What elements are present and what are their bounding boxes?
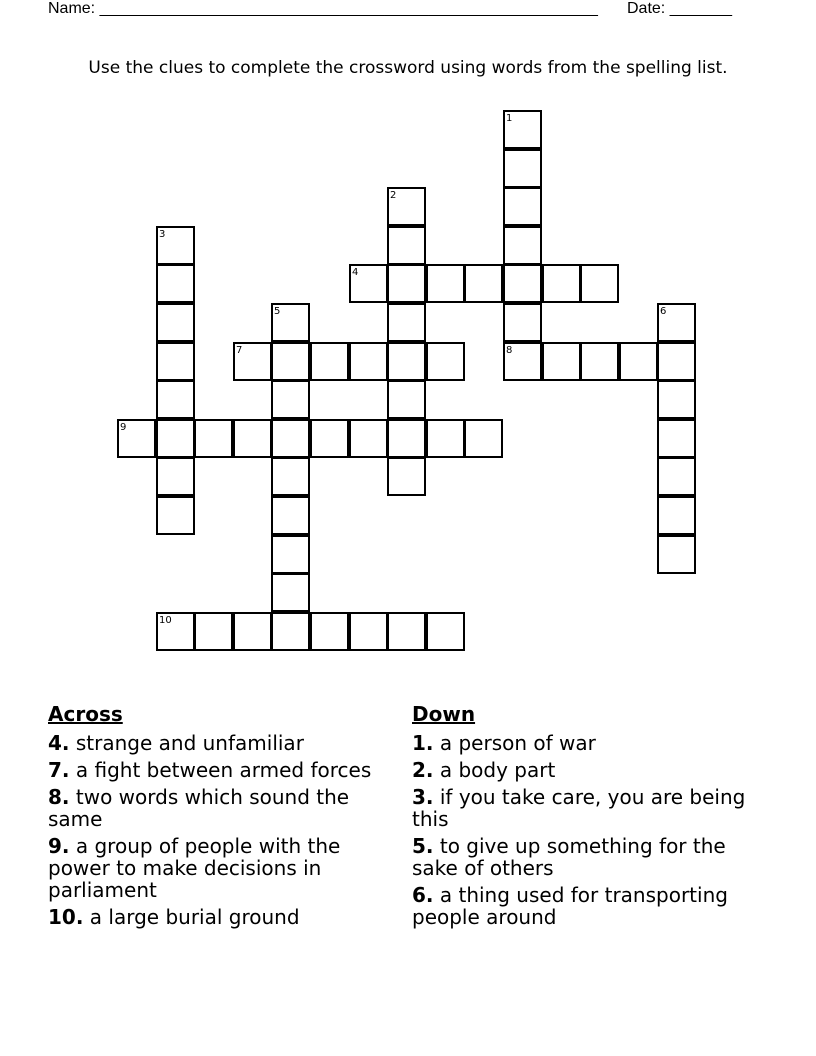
grid-cell[interactable] xyxy=(233,342,272,381)
grid-cell[interactable] xyxy=(156,264,195,303)
grid-cell[interactable] xyxy=(542,342,581,381)
grid-cell[interactable] xyxy=(156,419,195,458)
grid-cell[interactable] xyxy=(657,342,696,381)
grid-cell[interactable] xyxy=(271,457,310,496)
grid-cell[interactable] xyxy=(310,612,349,651)
clue-number: 7 xyxy=(236,345,243,356)
grid-cell[interactable] xyxy=(271,573,310,612)
clue-down-2: 2. a body part xyxy=(412,758,556,782)
grid-cell[interactable] xyxy=(657,496,696,535)
grid-cell[interactable] xyxy=(349,342,388,381)
grid-cell[interactable] xyxy=(503,303,542,342)
grid-cell[interactable] xyxy=(426,612,465,651)
grid-cell[interactable] xyxy=(349,612,388,651)
grid-cell[interactable] xyxy=(233,612,272,651)
grid-cell[interactable] xyxy=(271,496,310,535)
grid-cell[interactable] xyxy=(349,419,388,458)
clue-number: 1 xyxy=(506,113,513,124)
clue-number: 10 xyxy=(159,615,172,626)
clue-down-5: 5. to give up something for the sake of others xyxy=(412,834,726,880)
grid-cell[interactable] xyxy=(464,264,503,303)
clue-number: 2 xyxy=(390,190,397,201)
grid-cell[interactable] xyxy=(503,342,542,381)
clue-number: 3 xyxy=(159,229,166,240)
grid-cell[interactable] xyxy=(387,380,426,419)
grid-cell[interactable] xyxy=(271,342,310,381)
grid-cell[interactable] xyxy=(657,380,696,419)
grid-cell[interactable] xyxy=(426,419,465,458)
grid-cell[interactable] xyxy=(349,264,388,303)
down-clues xyxy=(412,702,757,933)
grid-cell[interactable] xyxy=(387,612,426,651)
grid-cell[interactable] xyxy=(117,419,156,458)
clue-number: 5 xyxy=(274,306,281,317)
grid-cell[interactable] xyxy=(156,496,195,535)
grid-cell[interactable] xyxy=(156,226,195,265)
grid-cell[interactable] xyxy=(387,457,426,496)
grid-cell[interactable] xyxy=(503,226,542,265)
grid-cell[interactable] xyxy=(271,419,310,458)
clue-number: 8 xyxy=(506,345,513,356)
grid-cell[interactable] xyxy=(387,303,426,342)
grid-cell[interactable] xyxy=(156,342,195,381)
grid-cell[interactable] xyxy=(310,419,349,458)
across-clues xyxy=(48,702,378,933)
grid-cell[interactable] xyxy=(387,264,426,303)
clue-number: 9 xyxy=(120,422,127,433)
name-field[interactable]: Name: ________________________________________________________ xyxy=(48,0,598,17)
clue-across-7: 7. a fight between armed forces xyxy=(48,758,372,782)
down-heading: Down xyxy=(412,702,476,726)
grid-cell[interactable] xyxy=(657,457,696,496)
grid-cell[interactable] xyxy=(657,303,696,342)
grid-cell[interactable] xyxy=(156,380,195,419)
grid-cell[interactable] xyxy=(271,612,310,651)
grid-cell[interactable] xyxy=(387,226,426,265)
clue-number: 4 xyxy=(352,267,359,278)
clue-across-8: 8. two words which sound the same xyxy=(48,785,350,831)
across-heading: Across xyxy=(48,702,123,726)
grid-cell[interactable] xyxy=(156,612,195,651)
clue-across-10: 10. a large burial ground xyxy=(48,905,300,929)
grid-cell[interactable] xyxy=(426,342,465,381)
clue-down-1: 1. a person of war xyxy=(412,731,596,755)
grid-cell[interactable] xyxy=(542,264,581,303)
clue-across-9: 9. a group of people with the power to make decisions in parliament xyxy=(48,834,341,902)
grid-cell[interactable] xyxy=(503,110,542,149)
grid-cell[interactable] xyxy=(503,187,542,226)
date-field[interactable]: Date: _______ xyxy=(627,0,732,17)
grid-cell[interactable] xyxy=(156,303,195,342)
grid-cell[interactable] xyxy=(387,342,426,381)
grid-cell[interactable] xyxy=(503,264,542,303)
grid-cell[interactable] xyxy=(503,149,542,188)
grid-cell[interactable] xyxy=(580,264,619,303)
grid-cell[interactable] xyxy=(657,419,696,458)
clue-down-3: 3. if you take care, you are being this xyxy=(412,785,746,831)
grid-cell[interactable] xyxy=(271,380,310,419)
grid-cell[interactable] xyxy=(464,419,503,458)
grid-cell[interactable] xyxy=(233,419,272,458)
instructions: Use the clues to complete the crossword using words from the spelling list. xyxy=(88,58,728,78)
grid-cell[interactable] xyxy=(156,457,195,496)
clue-number: 6 xyxy=(660,306,667,317)
grid-cell[interactable] xyxy=(426,264,465,303)
grid-cell[interactable] xyxy=(194,612,233,651)
clue-down-6: 6. a thing used for transporting people around xyxy=(412,883,728,929)
grid-cell[interactable] xyxy=(657,535,696,574)
grid-cell[interactable] xyxy=(387,187,426,226)
grid-cell[interactable] xyxy=(387,419,426,458)
grid-cell[interactable] xyxy=(580,342,619,381)
grid-cell[interactable] xyxy=(619,342,658,381)
grid-cell[interactable] xyxy=(271,535,310,574)
grid-cell[interactable] xyxy=(194,419,233,458)
grid-cell[interactable] xyxy=(310,342,349,381)
grid-cell[interactable] xyxy=(271,303,310,342)
clue-across-4: 4. strange and unfamiliar xyxy=(48,731,304,755)
